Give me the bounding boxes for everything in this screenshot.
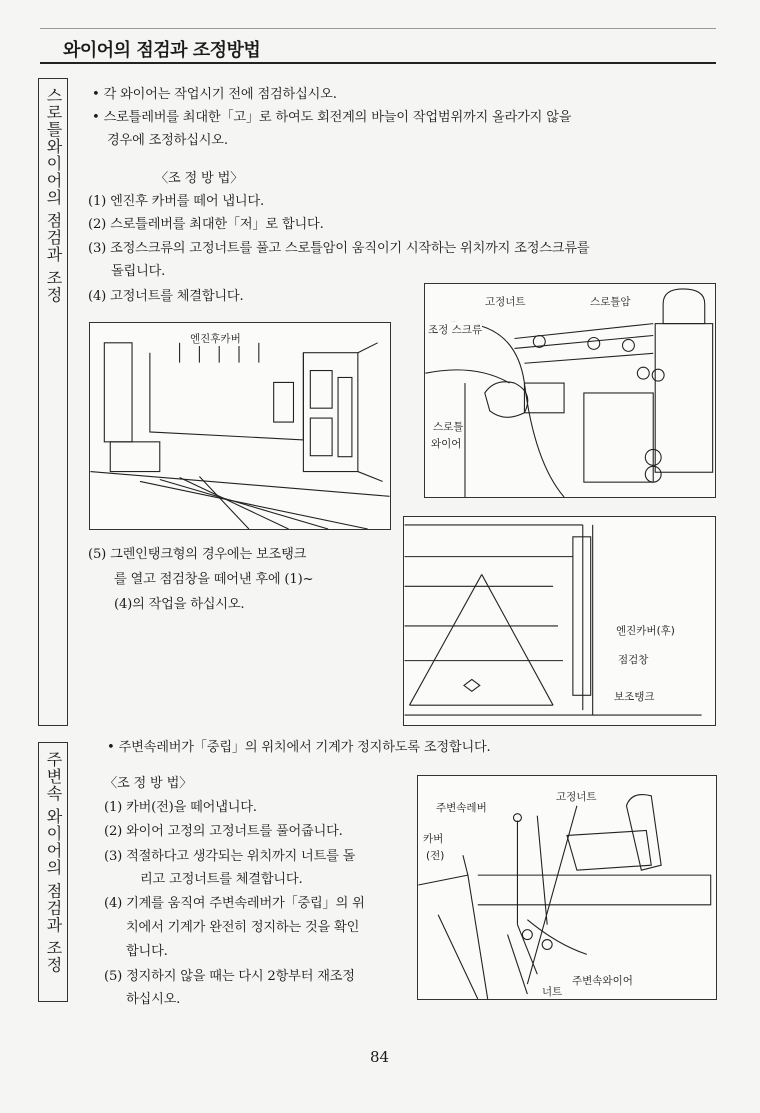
figure-grain-tank xyxy=(403,516,716,726)
figure-main-shift-lever xyxy=(417,775,717,1000)
page-title: 와이어의 점검과 조정방법 xyxy=(63,40,261,61)
section-tab-main-shift-wire: 주변속 와이어의 점검과 조정 xyxy=(38,742,68,1002)
label-main-shift-lever: 주변속레버 xyxy=(436,802,487,814)
label-main-shift-wire: 주변속와이어 xyxy=(572,975,633,987)
label-throttle: 스로틀 xyxy=(433,421,464,433)
step-4: (4) 고정너트를 체결합니다. xyxy=(88,289,244,304)
top-rule xyxy=(40,28,716,29)
label-wire: 와이어 xyxy=(431,438,462,450)
step-5: (5) 그렌인탱크형의 경우에는 보조탱크 xyxy=(88,547,307,562)
label-engine-cover-rear: 엔진카버(후) xyxy=(616,625,675,637)
bullet-2-cont: 경우에 조정하십시오. xyxy=(107,133,228,148)
grain-tank-drawing xyxy=(404,517,715,725)
label-engine-rear-cover: 엔진후카버 xyxy=(190,333,241,345)
figure-engine-rear-cover xyxy=(89,322,391,530)
step2-5: (5) 정지하지 않을 때는 다시 2항부터 재조정 xyxy=(104,969,355,984)
label-cover: 카버 xyxy=(423,833,444,845)
page-number: 84 xyxy=(370,1048,390,1066)
step2-3-cont: 리고 고정너트를 체결합니다. xyxy=(140,872,303,887)
step2-3: (3) 적절하다고 생각되는 위치까지 너트를 돌 xyxy=(104,849,356,864)
step-2: (2) 스로틀레버를 최대한「저」로 합니다. xyxy=(88,217,324,232)
step-3-cont: 돌립니다. xyxy=(111,264,166,279)
engine-cover-drawing xyxy=(90,323,390,529)
label-throttle-arm: 스로틀암 xyxy=(590,296,631,308)
step2-2: (2) 와이어 고정의 고정너트를 풀어줍니다. xyxy=(104,824,343,839)
label-fixing-nut-2: 고정너트 xyxy=(556,791,597,803)
step2-5-cont: 하십시오. xyxy=(126,992,181,1007)
title-underline xyxy=(40,62,716,64)
step2-1: (1) 카버(전)을 떼어냅니다. xyxy=(104,800,257,815)
step-5-cont-2: (4)의 작업을 하십시오. xyxy=(114,597,245,612)
section-tab-throttle-wire: 스로틀와이어의 점검과 조정 xyxy=(38,78,68,726)
bullet-1: • 각 와이어는 작업시기 전에 점검하십시오. xyxy=(92,87,337,102)
throttle-arm-drawing xyxy=(425,284,715,497)
step-3: (3) 조정스크류의 고정너트를 풀고 스로틀암이 움직이기 시작하는 위치까지 조정스크류를 xyxy=(88,241,590,256)
label-nut: 너트 xyxy=(542,986,563,998)
label-inspection-window: 점검창 xyxy=(618,654,649,666)
label-adjusting-screw: 조정 스크류 xyxy=(428,324,483,336)
step2-4: (4) 기계를 움직여 주변속레버가「중립」의 위 xyxy=(104,896,365,911)
label-fixing-nut: 고정너트 xyxy=(485,296,526,308)
method-title-1: 〈조 정 방 법〉 xyxy=(155,171,244,186)
step2-4-cont-1: 치에서 기계가 완전히 정지하는 것을 확인 xyxy=(126,920,360,935)
bullet-main-shift: • 주변속레버가「중립」의 위치에서 기계가 정지하도록 조정합니다. xyxy=(107,740,491,755)
figure-throttle-arm xyxy=(424,283,716,498)
label-sub-tank: 보조탱크 xyxy=(614,691,655,703)
method-title-2: 〈조 정 방 법〉 xyxy=(104,776,193,791)
step-5-cont-1: 를 열고 점검창을 떼어낸 후에 (1)~ xyxy=(114,572,314,587)
step2-4-cont-2: 합니다. xyxy=(126,944,168,959)
bullet-2: • 스로틀레버를 최대한「고」로 하여도 회전계의 바늘이 작업범위까지 올라가지 않을 xyxy=(92,110,572,125)
step-1: (1) 엔진후 카버를 떼어 냅니다. xyxy=(88,194,264,209)
label-front: (전) xyxy=(426,850,445,862)
